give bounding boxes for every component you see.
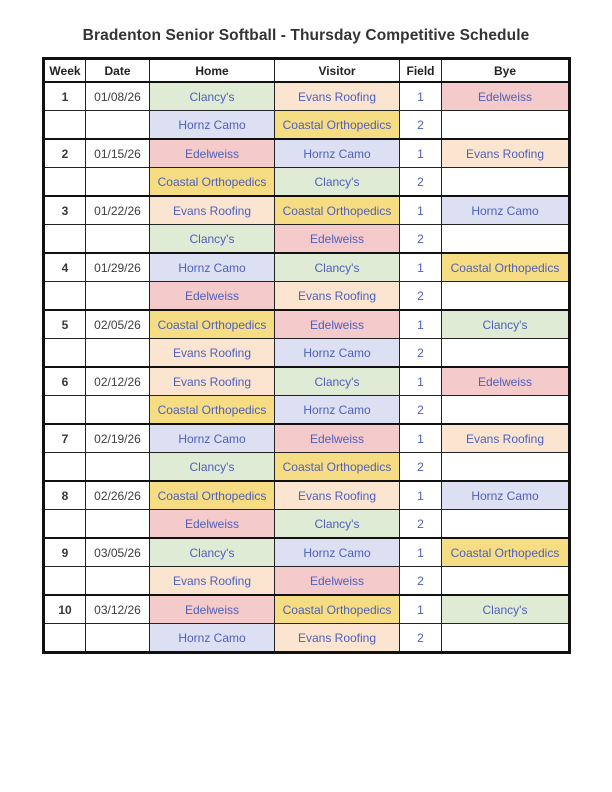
visitor-team-cell: Coastal Orthopedics [275, 111, 400, 140]
week-cell: 7 [44, 424, 86, 453]
date-cell [86, 225, 150, 254]
field-cell: 1 [400, 253, 442, 282]
schedule-row [44, 538, 570, 567]
home-team-cell: Hornz Camo [150, 253, 275, 282]
date-cell [86, 339, 150, 368]
column-header-field: Field [400, 59, 442, 83]
schedule-row [44, 367, 570, 396]
field-cell: 1 [400, 424, 442, 453]
field-cell: 1 [400, 310, 442, 339]
visitor-team-cell: Clancy's [275, 168, 400, 197]
schedule-row [44, 510, 570, 539]
schedule-row [44, 282, 570, 311]
schedule-table [42, 57, 571, 654]
week-cell: 10 [44, 595, 86, 624]
home-team-cell: Clancy's [150, 538, 275, 567]
bye-team-cell [442, 111, 570, 140]
date-cell: 02/26/26 [86, 481, 150, 510]
date-cell [86, 168, 150, 197]
visitor-team-cell: Coastal Orthopedics [275, 196, 400, 225]
visitor-team-cell: Hornz Camo [275, 139, 400, 168]
visitor-team-cell: Evans Roofing [275, 624, 400, 653]
date-cell [86, 624, 150, 653]
schedule-row [44, 424, 570, 453]
date-cell [86, 396, 150, 425]
date-cell [86, 111, 150, 140]
date-cell [86, 510, 150, 539]
schedule-row [44, 82, 570, 111]
home-team-cell: Coastal Orthopedics [150, 310, 275, 339]
schedule-row [44, 396, 570, 425]
field-cell: 2 [400, 396, 442, 425]
home-team-cell: Clancy's [150, 453, 275, 482]
schedule-row [44, 139, 570, 168]
home-team-cell: Edelweiss [150, 510, 275, 539]
schedule-row [44, 225, 570, 254]
visitor-team-cell: Clancy's [275, 367, 400, 396]
field-cell: 2 [400, 453, 442, 482]
field-cell: 2 [400, 225, 442, 254]
week-cell [44, 510, 86, 539]
schedule-row [44, 111, 570, 140]
field-cell: 1 [400, 139, 442, 168]
home-team-cell: Evans Roofing [150, 339, 275, 368]
bye-team-cell [442, 396, 570, 425]
week-cell [44, 111, 86, 140]
bye-team-cell [442, 225, 570, 254]
home-team-cell: Evans Roofing [150, 196, 275, 225]
home-team-cell: Clancy's [150, 225, 275, 254]
date-cell: 02/12/26 [86, 367, 150, 396]
visitor-team-cell: Evans Roofing [275, 481, 400, 510]
date-cell: 03/12/26 [86, 595, 150, 624]
bye-team-cell [442, 624, 570, 653]
bye-team-cell [442, 168, 570, 197]
bye-team-cell: Clancy's [442, 310, 570, 339]
schedule-row [44, 453, 570, 482]
column-header-week: Week [44, 59, 86, 83]
visitor-team-cell: Edelweiss [275, 567, 400, 596]
bye-team-cell [442, 282, 570, 311]
home-team-cell: Hornz Camo [150, 424, 275, 453]
field-cell: 2 [400, 624, 442, 653]
home-team-cell: Hornz Camo [150, 624, 275, 653]
date-cell: 01/15/26 [86, 139, 150, 168]
schedule-row [44, 168, 570, 197]
field-cell: 1 [400, 196, 442, 225]
home-team-cell: Edelweiss [150, 595, 275, 624]
visitor-team-cell: Edelweiss [275, 225, 400, 254]
field-cell: 1 [400, 82, 442, 111]
week-cell [44, 396, 86, 425]
visitor-team-cell: Clancy's [275, 253, 400, 282]
field-cell: 2 [400, 339, 442, 368]
column-header-visitor: Visitor [275, 59, 400, 83]
header-row [44, 59, 570, 83]
bye-team-cell [442, 339, 570, 368]
bye-team-cell: Hornz Camo [442, 481, 570, 510]
field-cell: 1 [400, 481, 442, 510]
schedule-row [44, 196, 570, 225]
home-team-cell: Evans Roofing [150, 567, 275, 596]
week-cell: 9 [44, 538, 86, 567]
bye-team-cell: Coastal Orthopedics [442, 253, 570, 282]
field-cell: 1 [400, 367, 442, 396]
bye-team-cell: Edelweiss [442, 82, 570, 111]
schedule-row [44, 624, 570, 653]
home-team-cell: Edelweiss [150, 139, 275, 168]
week-cell: 4 [44, 253, 86, 282]
home-team-cell: Edelweiss [150, 282, 275, 311]
week-cell [44, 168, 86, 197]
week-cell: 3 [44, 196, 86, 225]
schedule-row [44, 481, 570, 510]
bye-team-cell [442, 567, 570, 596]
week-cell: 8 [44, 481, 86, 510]
visitor-team-cell: Hornz Camo [275, 396, 400, 425]
column-header-bye: Bye [442, 59, 570, 83]
schedule-body [44, 82, 570, 653]
visitor-team-cell: Coastal Orthopedics [275, 595, 400, 624]
date-cell: 02/05/26 [86, 310, 150, 339]
field-cell: 1 [400, 538, 442, 567]
bye-team-cell [442, 510, 570, 539]
schedule-row [44, 595, 570, 624]
bye-team-cell: Edelweiss [442, 367, 570, 396]
home-team-cell: Evans Roofing [150, 367, 275, 396]
week-cell: 5 [44, 310, 86, 339]
field-cell: 2 [400, 567, 442, 596]
field-cell: 2 [400, 111, 442, 140]
date-cell [86, 567, 150, 596]
bye-team-cell: Evans Roofing [442, 139, 570, 168]
schedule-row [44, 253, 570, 282]
visitor-team-cell: Edelweiss [275, 424, 400, 453]
week-cell: 6 [44, 367, 86, 396]
visitor-team-cell: Clancy's [275, 510, 400, 539]
field-cell: 1 [400, 595, 442, 624]
home-team-cell: Clancy's [150, 82, 275, 111]
bye-team-cell: Clancy's [442, 595, 570, 624]
field-cell: 2 [400, 168, 442, 197]
home-team-cell: Coastal Orthopedics [150, 481, 275, 510]
date-cell: 02/19/26 [86, 424, 150, 453]
date-cell: 01/08/26 [86, 82, 150, 111]
column-header-date: Date [86, 59, 150, 83]
date-cell [86, 282, 150, 311]
week-cell [44, 339, 86, 368]
home-team-cell: Coastal Orthopedics [150, 168, 275, 197]
visitor-team-cell: Edelweiss [275, 310, 400, 339]
week-cell [44, 225, 86, 254]
field-cell: 2 [400, 282, 442, 311]
page-title: Bradenton Senior Softball - Thursday Competitive Schedule [82, 27, 530, 44]
schedule-row [44, 310, 570, 339]
bye-team-cell: Hornz Camo [442, 196, 570, 225]
column-header-home: Home [150, 59, 275, 83]
week-cell [44, 453, 86, 482]
week-cell: 2 [44, 139, 86, 168]
week-cell [44, 624, 86, 653]
bye-team-cell [442, 453, 570, 482]
week-cell [44, 567, 86, 596]
schedule-row [44, 567, 570, 596]
week-cell [44, 282, 86, 311]
visitor-team-cell: Coastal Orthopedics [275, 453, 400, 482]
week-cell: 1 [44, 82, 86, 111]
bye-team-cell: Evans Roofing [442, 424, 570, 453]
visitor-team-cell: Evans Roofing [275, 82, 400, 111]
home-team-cell: Hornz Camo [150, 111, 275, 140]
date-cell: 03/05/26 [86, 538, 150, 567]
date-cell: 01/29/26 [86, 253, 150, 282]
bye-team-cell: Coastal Orthopedics [442, 538, 570, 567]
date-cell: 01/22/26 [86, 196, 150, 225]
date-cell [86, 453, 150, 482]
visitor-team-cell: Hornz Camo [275, 339, 400, 368]
home-team-cell: Coastal Orthopedics [150, 396, 275, 425]
field-cell: 2 [400, 510, 442, 539]
schedule-row [44, 339, 570, 368]
visitor-team-cell: Evans Roofing [275, 282, 400, 311]
visitor-team-cell: Hornz Camo [275, 538, 400, 567]
